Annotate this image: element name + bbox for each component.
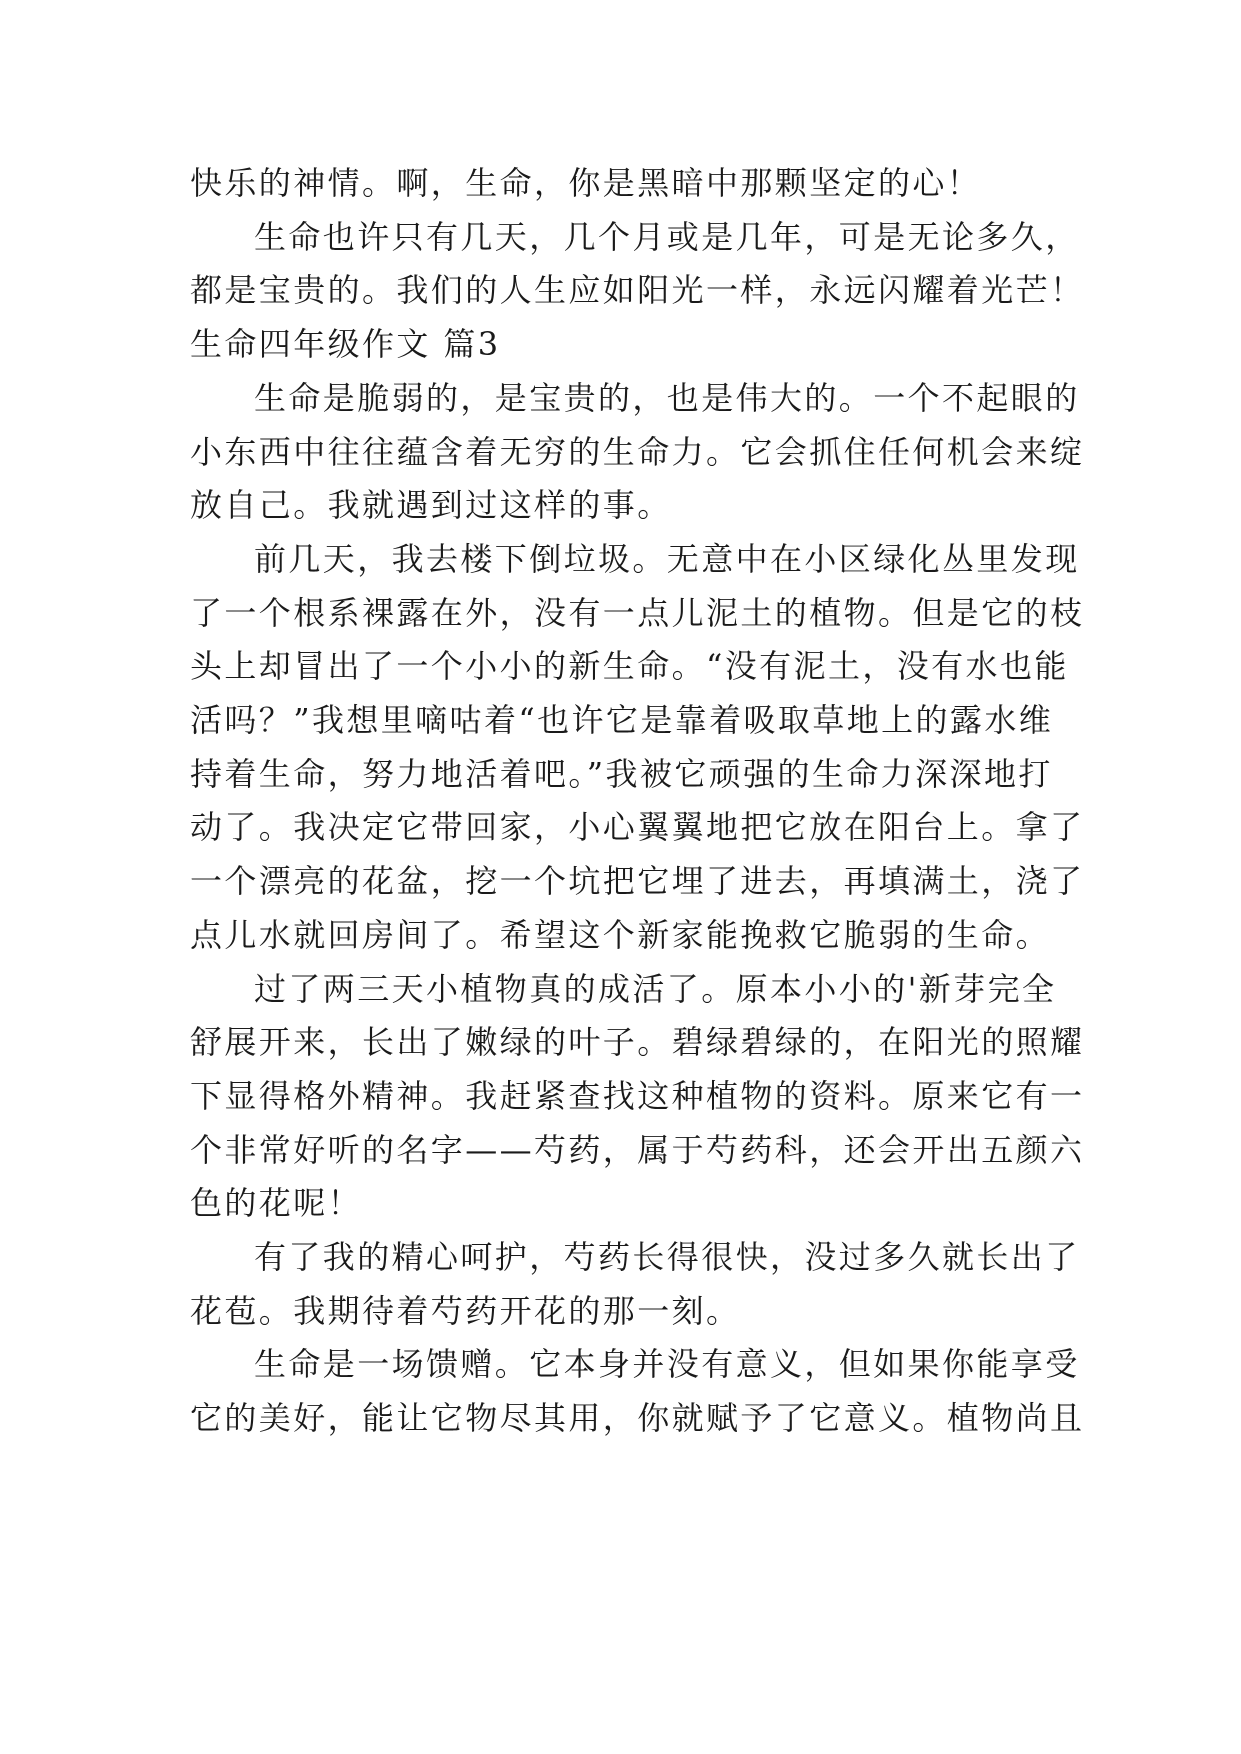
text-line: 活吗？”我想里嘀咕着“也许它是靠着吸取草地上的露水维 <box>190 701 1054 740</box>
text-line: 前几天，我去楼下倒垃圾。无意中在小区绿化丛里发现 <box>254 539 1080 578</box>
text-line: 它的美好，能让它物尽其用，你就赋予了它意义。植物尚且 <box>190 1399 1085 1438</box>
text-line: 花苞。我期待着芍药开花的那一刻。 <box>190 1291 741 1330</box>
text-line: 有了我的精心呵护，芍药长得很快，没过多久就长出了 <box>254 1238 1080 1277</box>
text-line: 下显得格外精神。我赶紧查找这种植物的资料。原来它有一 <box>190 1076 1085 1115</box>
paragraph <box>190 963 1085 1232</box>
text-line: 小东西中往往蕴含着无穷的生命力。它会抓住任何机会来绽 <box>190 432 1085 471</box>
text-line: 快乐的神情。啊，生命，你是黑暗中那颗坚定的心！ <box>190 164 982 202</box>
text-line: 个非常好听的名字——芍药，属于芍药科，还会开出五颜六 <box>190 1130 1085 1169</box>
text-line: 生命四年级作文 篇3 <box>190 325 501 364</box>
document-body <box>190 157 1085 1446</box>
text-line: 舒展开来，长出了嫩绿的叶子。碧绿碧绿的，在阳光的照耀 <box>190 1023 1085 1062</box>
text-line: 头上却冒出了一个小小的新生命。“没有泥土，没有水也能 <box>190 647 1069 686</box>
text-line: 点儿水就回房间了。希望这个新家能挽救它脆弱的生命。 <box>190 915 1051 954</box>
text-line: 色的花呢！ <box>190 1184 363 1223</box>
paragraph <box>190 1231 1080 1338</box>
text-line: 过了两三天小植物真的成活了。原本小小的'新芽完全 <box>254 969 1057 1008</box>
text-line: 生命也许只有几天，几个月或是几年，可是无论多久， <box>254 217 1080 256</box>
paragraph <box>190 211 1085 318</box>
text-line: 都是宝贵的。我们的人生应如阳光一样，永远闪耀着光芒！ <box>190 271 1085 310</box>
text-line: 生命是脆弱的，是宝贵的，也是伟大的。一个不起眼的 <box>254 378 1080 417</box>
text-line: 一个漂亮的花盆，挖一个坑把它埋了进去，再填满土，浇了 <box>190 862 1085 901</box>
text-line: 放自己。我就遇到过这样的事。 <box>190 486 672 525</box>
paragraph <box>190 157 1050 211</box>
paragraph <box>190 1338 1085 1445</box>
paragraph <box>190 533 1085 963</box>
text-line: 生命是一场馈赠。它本身并没有意义，但如果你能享受 <box>254 1345 1080 1384</box>
text-line: 了一个根系裸露在外，没有一点儿泥土的植物。但是它的枝 <box>190 593 1085 632</box>
text-line: 持着生命，努力地活着吧。”我被它顽强的生命力深深地打 <box>190 754 1053 793</box>
essay-title <box>190 318 1050 372</box>
text-line: 动了。我决定它带回家，小心翼翼地把它放在阳台上。拿了 <box>190 808 1085 847</box>
paragraph <box>190 372 1085 533</box>
